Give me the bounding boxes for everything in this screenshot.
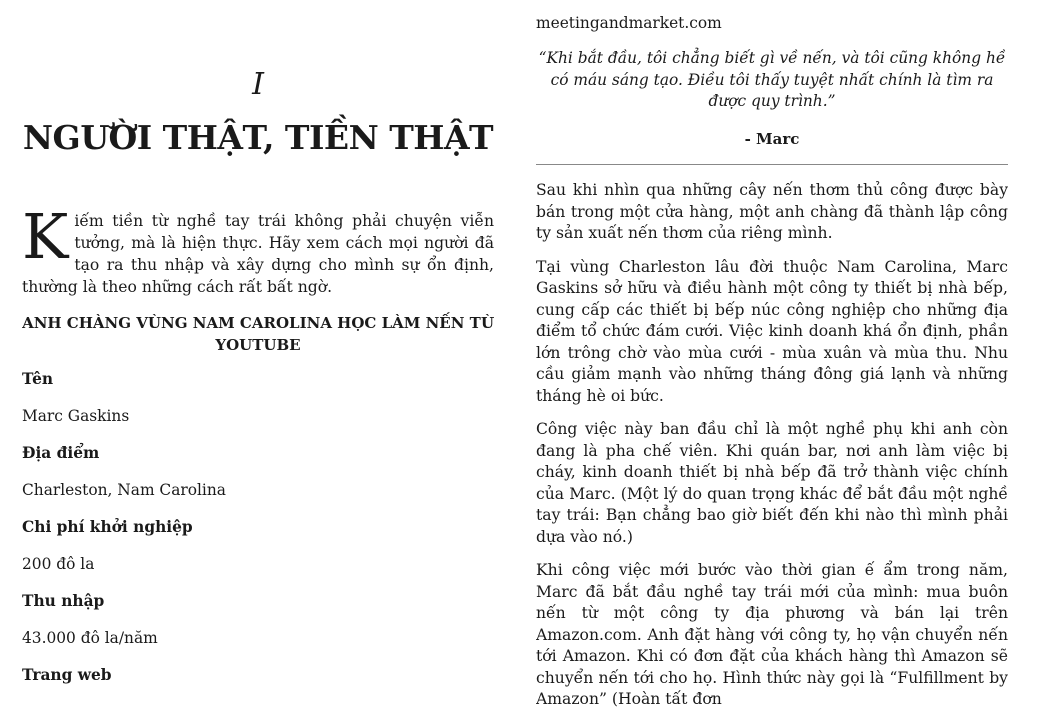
quote-author: - Marc xyxy=(744,130,800,148)
intro-text: iếm tiền từ nghề tay trái không phải chuyện viễn tưởng, mà là hiện thực. Hãy xem cách mọi người đã tạo ra thu nhập và xây dựng cho mình sự ổn định, thường là theo những cách rất bất ngờ. xyxy=(22,212,494,296)
body-text xyxy=(536,180,1008,709)
field-label-startup-cost: Chi phí khởi nghiệp xyxy=(22,518,193,536)
field-label-website: Trang web xyxy=(22,666,112,684)
field-value-location: Charleston, Nam Carolina xyxy=(22,481,226,499)
field-value-name: Marc Gaskins xyxy=(22,407,130,425)
field-label-name: Tên xyxy=(22,370,54,388)
field-label-location: Địa điểm xyxy=(22,444,100,462)
intro-paragraph xyxy=(22,200,494,298)
field-value-startup-cost: 200 đô la xyxy=(22,555,95,573)
profile-fields xyxy=(22,368,494,701)
divider xyxy=(536,164,1008,165)
quote: “Khi bắt đầu, tôi chẳng biết gì về nến, và tôi cũng không hề có máu sáng tạo. Điều tôi thấy tuyệt nhất chính là tìm ra được quy trình.” xyxy=(538,49,1006,110)
field-label-income: Thu nhập xyxy=(22,592,105,610)
body-paragraph: Tại vùng Charleston lâu đời thuộc Nam Carolina, Marc Gaskins sở hữu và điều hành một công ty thiết bị nhà bếp, cung cấp các thiết bị bếp núc công nghiệp cho những địa điểm tổ chức đám cưới. Việc kinh doanh khá ổn định, phần lớn trông chờ vào mùa cưới - mùa xuân và mùa thu. Nhu cầu giảm mạnh vào những tháng đông giá lạnh và những tháng hè oi bức. xyxy=(536,257,1008,405)
body-paragraph: Công việc này ban đầu chỉ là một nghề phụ khi anh còn đang là pha chế viên. Khi quán bar, nơi anh làm việc bị cháy, kinh doanh thiết bị nhà bếp đã trở thành việc chính của Marc. (Một lý do quan trọng khác để bắt đầu một nghề tay trái: Bạn chẳng bao giờ biết đến khi nào thì mình phải dựa vào nó.) xyxy=(536,420,1008,546)
drop-cap: K xyxy=(22,200,69,273)
body-paragraph: Sau khi nhìn qua những cây nến thơm thủ công được bày bán trong một cửa hàng, một anh chàng đã thành lập công ty sản xuất nến thơm của riêng mình. xyxy=(536,181,1008,242)
section-heading: ANH CHÀNG VÙNG NAM CAROLINA HỌC LÀM NẾN TỪ YOUTUBE xyxy=(22,314,494,354)
left-page xyxy=(22,0,494,709)
website-value: meetingandmarket.com xyxy=(536,14,722,32)
chapter-title: NGƯỜI THẬT, TIỀN THẬT xyxy=(22,118,494,157)
field-value-income: 43.000 đô la/năm xyxy=(22,629,158,647)
chapter-number: I xyxy=(252,67,264,102)
body-paragraph: Khi công việc mới bước vào thời gian ế ẩm trong năm, Marc đã bắt đầu nghề tay trái mới của mình: mua buôn nến từ một công ty địa phương và bán lại trên Amazon.com. Anh đặt hàng với công ty, họ vận chuyển nến tới Amazon. Khi có đơn đặt của khách hàng thì Amazon sẽ chuyển nến tới cho họ. Hình thức này gọi là “Fulfillment by Amazon” (Hoàn tất đơn xyxy=(536,561,1008,708)
right-page xyxy=(536,0,1008,709)
